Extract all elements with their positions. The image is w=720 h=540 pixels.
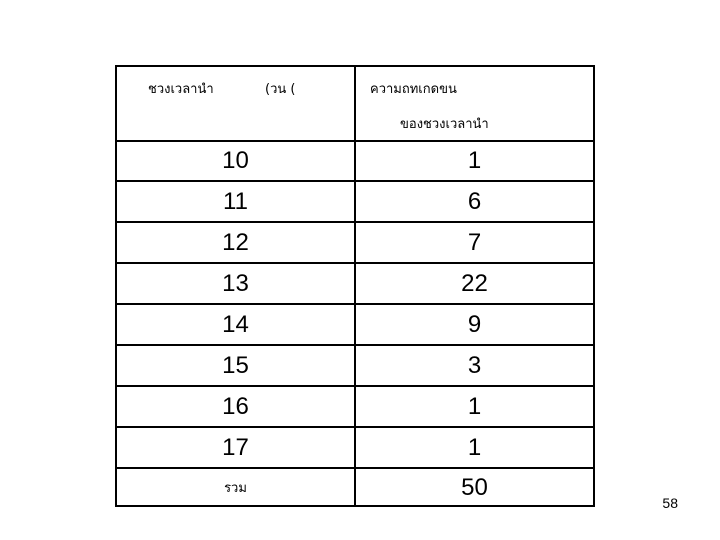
lead-time-cell: 13 (222, 270, 249, 297)
table-row (117, 429, 593, 469)
lead-time-cell: 12 (222, 229, 249, 256)
table-row (117, 183, 593, 223)
frequency-cell: 9 (467, 311, 482, 338)
table-row (117, 347, 593, 387)
header-left-unit: (วน ( (265, 82, 296, 97)
frequency-cell: 3 (467, 352, 482, 379)
frequency-cell: 22 (461, 270, 488, 297)
table-row (117, 306, 593, 346)
lead-time-cell: 10 (222, 147, 249, 174)
frequency-cell: 7 (467, 229, 482, 256)
lead-time-cell: 11 (223, 188, 248, 215)
frequency-cell: 6 (467, 188, 482, 215)
header-right-sublabel: ของชวงเวลานํา (400, 117, 489, 132)
lead-time-cell: 17 (222, 434, 249, 461)
header-right-label: ความถทเกดขน (370, 82, 457, 97)
frequency-cell: 1 (467, 434, 482, 461)
total-row (117, 470, 593, 505)
frequency-cell: 1 (467, 393, 482, 420)
total-label: รวม (224, 481, 247, 496)
lead-time-cell: 15 (222, 352, 249, 379)
table-row (117, 142, 593, 182)
table-row (117, 224, 593, 264)
frequency-cell: 1 (467, 147, 482, 174)
table-row (117, 265, 593, 305)
header-left-label: ชวงเวลานํา (148, 82, 214, 97)
total-value: 50 (461, 473, 488, 501)
frequency-table (115, 65, 595, 507)
lead-time-cell: 14 (222, 311, 249, 338)
lead-time-cell: 16 (222, 393, 249, 420)
table-header (117, 67, 593, 142)
table-row (117, 388, 593, 428)
page-number: 58 (662, 495, 678, 511)
